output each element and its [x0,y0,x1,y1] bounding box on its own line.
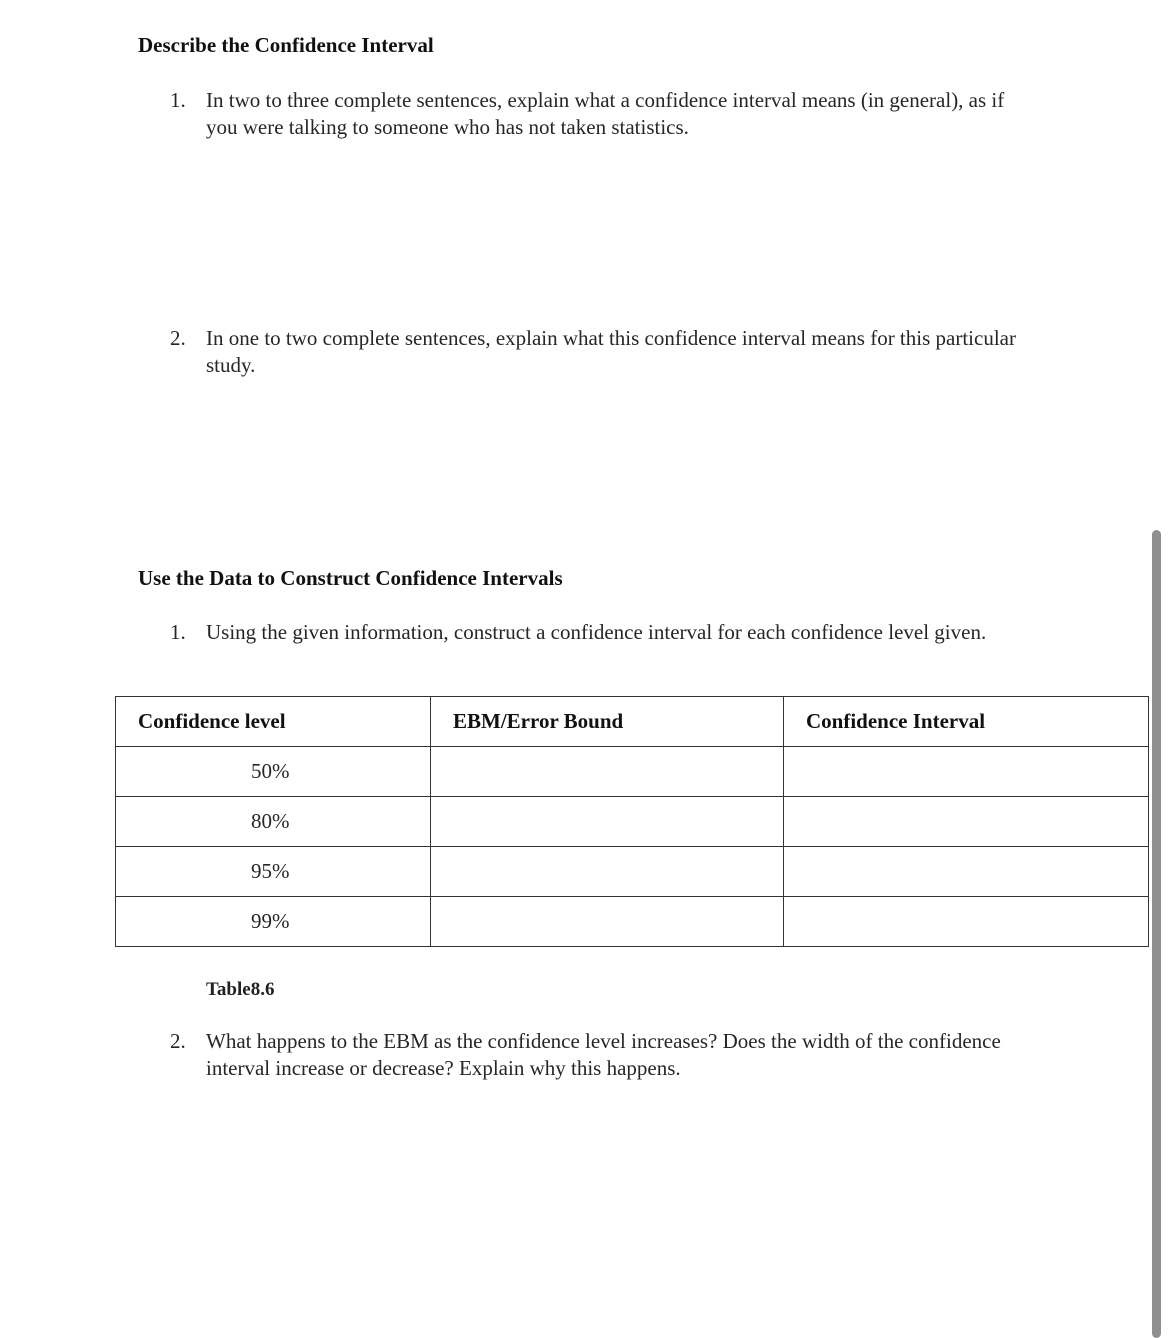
table-row [116,747,1149,797]
header-confidence-level: Confidence level [116,697,431,747]
question-2-ebm-change [170,1028,1020,1082]
cell-interval[interactable] [784,747,1149,797]
cell-ebm[interactable] [431,847,784,897]
cell-confidence-level: 99% [116,897,431,947]
header-ebm-error-bound: EBM/Error Bound [431,697,784,747]
table-header-row [116,697,1149,747]
question-2-study-meaning [170,325,1020,379]
table-row [116,847,1149,897]
question-number: 1. [170,620,186,644]
cell-interval[interactable] [784,897,1149,947]
question-text: In two to three complete sentences, explain what a confidence interval means (in general), as if you were talking to someone who has not taken statistics. [206,88,1005,139]
cell-confidence-level: 80% [116,797,431,847]
table-row [116,897,1149,947]
question-text: Using the given information, construct a confidence interval for each confidence level given. [206,620,987,644]
question-number: 2. [170,326,186,350]
section-heading-describe: Describe the Confidence Interval [138,33,434,57]
question-1-construct-intervals [170,619,1020,646]
confidence-interval-table [115,696,1149,947]
table-caption: Table8.6 [206,979,275,1000]
cell-interval[interactable] [784,797,1149,847]
cell-ebm[interactable] [431,797,784,847]
cell-ebm[interactable] [431,897,784,947]
table-row [116,797,1149,847]
question-number: 1. [170,88,186,112]
question-1-general-meaning [170,87,1020,141]
cell-confidence-level: 95% [116,847,431,897]
section-heading-construct: Use the Data to Construct Confidence Intervals [138,566,563,590]
vertical-scrollbar[interactable] [1152,530,1161,1338]
question-text: In one to two complete sentences, explain what this confidence interval means for this particular study. [206,326,1016,377]
question-number: 2. [170,1029,186,1053]
question-text: What happens to the EBM as the confidence level increases? Does the width of the confidence interval increase or decrease? Explain why this happens. [206,1029,1001,1080]
header-confidence-interval: Confidence Interval [784,697,1149,747]
cell-ebm[interactable] [431,747,784,797]
cell-confidence-level: 50% [116,747,431,797]
cell-interval[interactable] [784,847,1149,897]
